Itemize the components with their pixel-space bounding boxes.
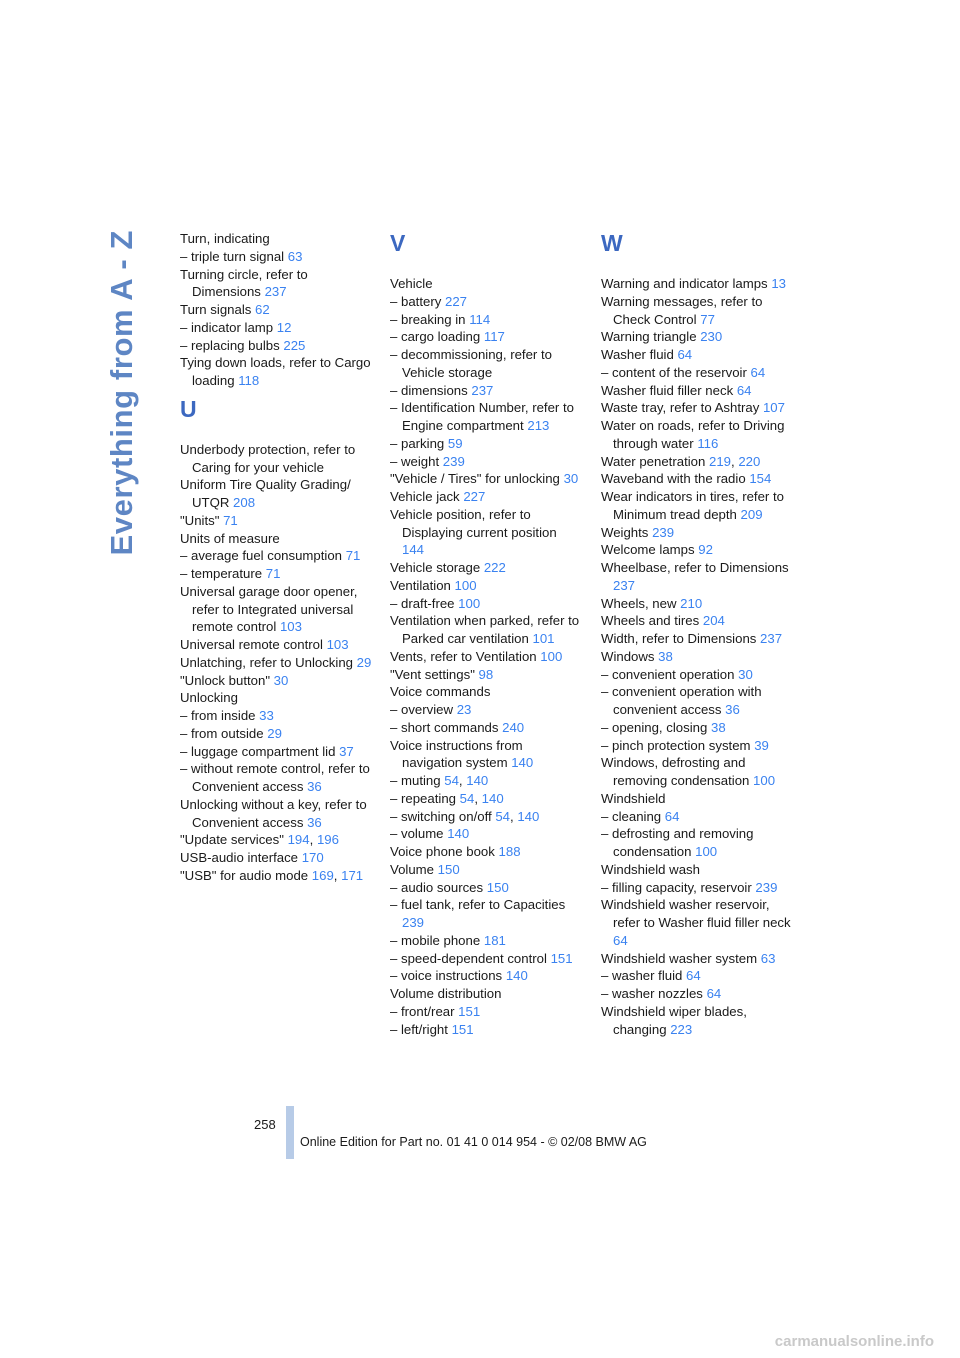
page-reference-link[interactable]: 227 bbox=[444, 293, 467, 309]
index-entry bbox=[180, 565, 372, 583]
page-reference-link[interactable]: 100 bbox=[753, 773, 776, 788]
index-entry-text: Warning messages, refer to Check Control bbox=[601, 293, 763, 327]
page-reference-link[interactable]: 116 bbox=[697, 435, 719, 451]
page-reference-link[interactable]: 118 bbox=[238, 373, 260, 388]
index-entry bbox=[601, 808, 793, 826]
index-entry-text: – cargo loading bbox=[390, 329, 484, 345]
page-reference-link[interactable]: 154 bbox=[749, 471, 772, 487]
index-entry bbox=[601, 470, 793, 488]
index-column-1 bbox=[180, 230, 372, 885]
page-reference-link[interactable]: 181 bbox=[483, 932, 506, 948]
footer-edition-text: Online Edition for Part no. 01 41 0 014 954 - © 02/08 BMW AG bbox=[300, 1135, 647, 1149]
index-entry-text: – replacing bulbs bbox=[180, 337, 284, 353]
page-reference-link[interactable]: 54 bbox=[459, 790, 475, 806]
index-entry bbox=[390, 950, 582, 968]
index-entry bbox=[390, 825, 582, 843]
index-column-3 bbox=[601, 230, 793, 1038]
index-entry-text: – repeating bbox=[390, 790, 460, 806]
index-entry bbox=[601, 453, 793, 471]
index-entry bbox=[601, 275, 793, 293]
index-entry-text: Vehicle storage bbox=[390, 560, 484, 575]
index-entry bbox=[180, 476, 372, 512]
page-reference-link[interactable]: 210 bbox=[680, 595, 703, 611]
index-entry-text: Windshield washer reservoir, refer to Washer fluid filler neck bbox=[601, 897, 791, 930]
index-entry bbox=[180, 707, 372, 725]
page-separator: , bbox=[731, 453, 739, 469]
index-letter-heading: U bbox=[180, 395, 197, 422]
index-entry-text: Underbody protection, refer to Caring for your vehicle bbox=[180, 441, 356, 475]
index-entry-text: – opening, closing bbox=[601, 719, 711, 735]
index-entry bbox=[601, 950, 793, 968]
index-entry bbox=[180, 354, 372, 390]
index-entry-text: Vehicle position, refer to Displaying current position bbox=[390, 506, 557, 540]
index-entry bbox=[601, 967, 793, 985]
page-reference-link[interactable]: 100 bbox=[454, 577, 477, 593]
index-entry-text: Voice phone book bbox=[390, 844, 499, 859]
index-entry-text: – dimensions bbox=[390, 382, 472, 398]
index-entry-text: Weights bbox=[601, 524, 653, 540]
index-entry-text: – speed-dependent control bbox=[390, 950, 551, 966]
page-reference-link[interactable]: 140 bbox=[511, 755, 534, 771]
index-entry bbox=[601, 630, 793, 648]
index-entry bbox=[180, 831, 372, 849]
index-entry-text: Turn, indicating bbox=[180, 231, 270, 246]
index-entry bbox=[180, 672, 372, 690]
index-entry-text: – convenient operation with convenient access bbox=[601, 684, 762, 717]
index-entry bbox=[180, 547, 372, 565]
index-entry-text: – average fuel consumption bbox=[180, 548, 346, 564]
index-entry-text: – mobile phone bbox=[390, 932, 484, 948]
index-entry bbox=[390, 737, 582, 773]
page-reference-link[interactable]: 239 bbox=[755, 879, 778, 895]
index-entry-text: – cleaning bbox=[601, 808, 665, 824]
index-entry bbox=[390, 328, 582, 346]
index-entry bbox=[390, 399, 582, 435]
page-reference-link[interactable]: 237 bbox=[760, 631, 783, 646]
page-reference-link[interactable]: 39 bbox=[754, 737, 769, 753]
index-entry bbox=[180, 441, 372, 477]
index-entry-text: Waveband with the radio bbox=[601, 471, 750, 487]
index-entry bbox=[601, 488, 793, 524]
page-reference-link[interactable]: 54 bbox=[495, 808, 510, 824]
index-entry-text: Vehicle bbox=[390, 276, 433, 291]
index-entry-text: Windows bbox=[601, 648, 659, 664]
index-entry-text: Unlatching, refer to Unlocking bbox=[180, 654, 357, 670]
index-entry-text: Waste tray, refer to Ashtray bbox=[601, 400, 763, 416]
page-reference-link[interactable]: 140 bbox=[481, 790, 504, 806]
index-entry-text: Tying down loads, refer to Cargo loading bbox=[180, 355, 371, 388]
index-entry bbox=[601, 719, 793, 737]
index-entry bbox=[180, 230, 372, 248]
index-entry-text: – temperature bbox=[180, 566, 266, 581]
page-reference-link[interactable]: 54 bbox=[444, 773, 459, 788]
index-entry-text: – front/rear bbox=[390, 1003, 459, 1019]
index-entry-text: Wear indicators in tires, refer to Minimum tread depth bbox=[601, 489, 784, 522]
page-separator: , bbox=[333, 867, 342, 883]
page-reference-link[interactable]: 140 bbox=[466, 773, 489, 788]
page-reference-link[interactable]: 33 bbox=[259, 708, 274, 723]
page-reference-link[interactable]: 100 bbox=[540, 648, 563, 664]
index-entry-text: Washer fluid bbox=[601, 347, 678, 362]
index-entry-text: Windshield wiper blades, changing bbox=[601, 1003, 747, 1037]
index-entry bbox=[601, 595, 793, 613]
index-entry bbox=[390, 683, 582, 701]
index-entry bbox=[180, 319, 372, 337]
index-entry-text: – triple turn signal bbox=[180, 248, 288, 264]
page-reference-link[interactable]: 64 bbox=[677, 347, 693, 362]
index-entry-text: – pinch protection system bbox=[601, 737, 755, 753]
index-entry-text: Width, refer to Dimensions bbox=[601, 631, 761, 646]
index-entry-text: – volume bbox=[390, 826, 448, 842]
watermark: carmanualsonline.info bbox=[774, 1333, 934, 1350]
page-separator: , bbox=[458, 773, 467, 788]
index-entry-text: USB-audio interface bbox=[180, 850, 302, 865]
index-entry bbox=[180, 301, 372, 319]
index-entry-text: – draft-free bbox=[390, 595, 459, 611]
index-entry-text: Washer fluid filler neck bbox=[601, 382, 737, 398]
index-entry-text: – from inside bbox=[180, 708, 260, 723]
index-entry-text: Windshield wash bbox=[601, 861, 700, 877]
index-entry bbox=[180, 583, 372, 636]
index-entry-text: – switching on/off bbox=[390, 808, 496, 824]
index-entry-text: Volume bbox=[390, 861, 438, 877]
index-entry-text: – muting bbox=[390, 773, 445, 788]
index-entry-text: Universal garage door opener, refer to Integrated universal remote control bbox=[180, 583, 358, 635]
index-entry-text: Windshield washer system bbox=[601, 950, 761, 966]
page-reference-link[interactable]: 30 bbox=[563, 471, 579, 487]
page-separator: , bbox=[474, 790, 482, 806]
index-entry bbox=[601, 666, 793, 684]
index-entry-text: Voice commands bbox=[390, 684, 491, 700]
index-entry-text: – left/right bbox=[390, 1021, 452, 1037]
page-reference-link[interactable]: 151 bbox=[550, 950, 573, 966]
index-entry bbox=[601, 293, 793, 329]
index-entry-text: "USB" for audio mode bbox=[180, 867, 312, 883]
page-reference-link[interactable]: 107 bbox=[762, 400, 785, 416]
index-entry bbox=[601, 648, 793, 666]
page-reference-link[interactable]: 30 bbox=[273, 672, 289, 688]
index-entry bbox=[390, 719, 582, 737]
page-separator: , bbox=[510, 808, 518, 824]
page-reference-link[interactable]: 196 bbox=[316, 832, 339, 848]
index-entry-text: "Vent settings" bbox=[390, 666, 479, 682]
index-entry bbox=[601, 399, 793, 417]
index-entry bbox=[180, 796, 372, 832]
index-entry bbox=[601, 328, 793, 346]
page-reference-link[interactable]: 63 bbox=[287, 248, 303, 264]
page-reference-link[interactable]: 77 bbox=[700, 311, 715, 327]
index-letter-heading: V bbox=[390, 230, 406, 256]
index-entry-text: Warning triangle bbox=[601, 329, 701, 345]
index-entry-text: Windshield bbox=[601, 790, 666, 806]
index-entry bbox=[390, 435, 582, 453]
index-entry-text: – parking bbox=[390, 435, 448, 451]
index-entry bbox=[180, 266, 372, 302]
page-reference-link[interactable]: 225 bbox=[283, 337, 306, 353]
page-reference-link[interactable]: 64 bbox=[613, 932, 628, 948]
page-reference-link[interactable]: 237 bbox=[471, 382, 494, 398]
page-reference-link[interactable]: 92 bbox=[698, 542, 713, 558]
page-reference-link[interactable]: 219 bbox=[709, 453, 732, 469]
index-entry-text: – audio sources bbox=[390, 879, 487, 895]
page-reference-link[interactable]: 140 bbox=[517, 808, 540, 824]
index-entry-text: "Vehicle / Tires" for unlocking bbox=[390, 471, 564, 487]
page-reference-link[interactable]: 101 bbox=[532, 631, 555, 646]
index-entry bbox=[180, 248, 372, 266]
side-section-title: Everything from A - Z bbox=[104, 230, 139, 556]
index-entry bbox=[601, 524, 793, 542]
index-entry-text: – defrosting and removing condensation bbox=[601, 826, 754, 859]
index-entry bbox=[180, 725, 372, 743]
index-entry-text: Unlocking without a key, refer to Convenient access bbox=[180, 796, 367, 830]
index-entry bbox=[390, 808, 582, 826]
index-entry bbox=[390, 790, 582, 808]
index-entry bbox=[601, 754, 793, 790]
page-reference-link[interactable]: 36 bbox=[307, 814, 322, 830]
page-reference-link[interactable]: 103 bbox=[279, 619, 302, 635]
index-entry-text: – filling capacity, reservoir bbox=[601, 879, 756, 895]
page-reference-link[interactable]: 140 bbox=[447, 826, 470, 842]
page-reference-link[interactable]: 150 bbox=[437, 861, 460, 877]
index-entry bbox=[390, 453, 582, 471]
page-reference-link[interactable]: 100 bbox=[695, 844, 718, 859]
page-reference-link[interactable]: 71 bbox=[223, 512, 238, 528]
page-reference-link[interactable]: 36 bbox=[307, 779, 322, 794]
page-reference-link[interactable]: 237 bbox=[613, 577, 636, 593]
page-reference-link[interactable]: 64 bbox=[750, 364, 766, 380]
index-entry bbox=[390, 506, 582, 559]
index-entry bbox=[390, 612, 582, 648]
page-reference-link[interactable]: 98 bbox=[478, 666, 494, 682]
page-reference-link[interactable]: 240 bbox=[502, 719, 525, 735]
index-entry-text: – voice instructions bbox=[390, 968, 506, 984]
index-entry bbox=[390, 1003, 582, 1021]
index-entry-text: – breaking in bbox=[390, 311, 470, 327]
index-entry bbox=[601, 346, 793, 364]
page-reference-link[interactable]: 64 bbox=[686, 968, 701, 984]
page-reference-link[interactable]: 227 bbox=[463, 489, 486, 504]
index-entry bbox=[601, 541, 793, 559]
page-reference-link[interactable]: 171 bbox=[341, 867, 364, 883]
index-entry bbox=[601, 861, 793, 879]
page-reference-link[interactable]: 150 bbox=[486, 879, 509, 895]
page-reference-link[interactable]: 230 bbox=[700, 329, 723, 345]
index-entry bbox=[390, 648, 582, 666]
index-entry-text: Vehicle jack bbox=[390, 489, 464, 504]
page-reference-link[interactable]: 209 bbox=[740, 506, 763, 522]
page-reference-link[interactable]: 63 bbox=[760, 950, 776, 966]
index-entry-text: "Units" bbox=[180, 512, 224, 528]
index-entry bbox=[390, 293, 582, 311]
index-entry bbox=[601, 683, 793, 719]
page-reference-link[interactable]: 114 bbox=[469, 311, 491, 327]
page-reference-link[interactable]: 208 bbox=[233, 495, 256, 510]
index-entry-text: Wheelbase, refer to Dimensions bbox=[601, 560, 789, 575]
index-entry-text: Welcome lamps bbox=[601, 542, 699, 558]
index-entry-text: – washer nozzles bbox=[601, 986, 707, 1001]
index-entry bbox=[601, 737, 793, 755]
page-reference-link[interactable]: 71 bbox=[345, 548, 361, 564]
index-entry-text: Voice instructions from navigation system bbox=[390, 737, 523, 771]
page-reference-link[interactable]: 117 bbox=[483, 329, 505, 345]
page-reference-link[interactable]: 151 bbox=[451, 1021, 474, 1037]
page-reference-link[interactable]: 13 bbox=[771, 276, 786, 291]
index-entry-text: – overview bbox=[390, 702, 457, 717]
index-entry bbox=[390, 595, 582, 613]
page-reference-link[interactable]: 64 bbox=[736, 382, 752, 398]
index-entry bbox=[180, 512, 372, 530]
index-entry bbox=[601, 790, 793, 808]
index-entry-text: – indicator lamp bbox=[180, 319, 277, 335]
index-entry bbox=[180, 867, 372, 885]
index-entry bbox=[390, 701, 582, 719]
index-entry-text: Wheels, new bbox=[601, 595, 681, 611]
index-entry bbox=[390, 896, 582, 932]
index-entry-text: – washer fluid bbox=[601, 968, 687, 984]
index-entry-text: Ventilation bbox=[390, 577, 455, 593]
page-reference-link[interactable]: 59 bbox=[447, 435, 463, 451]
page-reference-link[interactable]: 223 bbox=[670, 1021, 693, 1037]
page-reference-link[interactable]: 220 bbox=[738, 453, 761, 469]
index-entry bbox=[390, 879, 582, 897]
page-reference-link[interactable]: 100 bbox=[458, 595, 481, 611]
index-entry-text: – from outside bbox=[180, 725, 268, 741]
index-entry bbox=[390, 1021, 582, 1039]
page-reference-link[interactable]: 194 bbox=[287, 832, 310, 848]
page-reference-link[interactable]: 222 bbox=[483, 560, 506, 575]
index-entry bbox=[390, 275, 582, 293]
index-entry-text: Windows, defrosting and removing condensation bbox=[601, 755, 754, 788]
index-entry bbox=[180, 654, 372, 672]
page-reference-link[interactable]: 239 bbox=[442, 453, 465, 469]
index-entry bbox=[390, 488, 582, 506]
index-entry-text: Unlocking bbox=[180, 690, 238, 706]
index-entry-text: – content of the reservoir bbox=[601, 364, 751, 380]
index-entry bbox=[390, 346, 582, 382]
index-entry-text: – weight bbox=[390, 453, 443, 469]
page-reference-link[interactable]: 144 bbox=[402, 542, 425, 558]
index-entry bbox=[601, 417, 793, 453]
index-entry-text: Wheels and tires bbox=[601, 613, 703, 629]
index-entry bbox=[601, 879, 793, 897]
index-entry bbox=[180, 743, 372, 761]
index-entry bbox=[601, 1003, 793, 1039]
index-entry bbox=[180, 337, 372, 355]
index-entry bbox=[390, 382, 582, 400]
index-entry-text: – Identification Number, refer to Engine compartment bbox=[390, 400, 574, 433]
page-reference-link[interactable]: 239 bbox=[652, 524, 675, 540]
index-entry-text: Volume distribution bbox=[390, 986, 502, 1001]
page-reference-link[interactable]: 71 bbox=[265, 566, 281, 581]
index-entry-text: Universal remote control bbox=[180, 637, 327, 652]
page-reference-link[interactable]: 62 bbox=[255, 302, 270, 317]
index-entry-text: Turning circle, refer to Dimensions bbox=[180, 266, 308, 300]
page-reference-link[interactable]: 38 bbox=[658, 648, 673, 664]
index-entry bbox=[601, 612, 793, 630]
index-entry bbox=[390, 559, 582, 577]
index-entry-text: Vents, refer to Ventilation bbox=[390, 648, 541, 664]
index-entry-text: Ventilation when parked, refer to Parked car ventilation bbox=[390, 613, 580, 646]
index-entry bbox=[180, 689, 372, 707]
index-entry bbox=[180, 636, 372, 654]
page-reference-link[interactable]: 36 bbox=[725, 702, 740, 717]
index-entry-text: – fuel tank, refer to Capacities bbox=[390, 897, 566, 913]
page-number: 258 bbox=[254, 1117, 276, 1132]
index-letter-heading: W bbox=[601, 230, 623, 256]
page-reference-link[interactable]: 140 bbox=[505, 968, 528, 984]
index-entry bbox=[390, 985, 582, 1003]
page-reference-link[interactable]: 23 bbox=[456, 702, 472, 717]
index-entry-text: Units of measure bbox=[180, 530, 280, 546]
index-entry bbox=[601, 559, 793, 595]
index-entry bbox=[601, 364, 793, 382]
index-entry bbox=[390, 666, 582, 684]
page-reference-link[interactable]: 188 bbox=[498, 844, 521, 859]
page-reference-link[interactable]: 170 bbox=[301, 850, 324, 865]
index-entry-text: Water penetration bbox=[601, 453, 709, 469]
index-entry bbox=[601, 382, 793, 400]
index-entry-text: "Unlock button" bbox=[180, 672, 274, 688]
index-entry-text: Water on roads, refer to Driving through water bbox=[601, 418, 785, 451]
index-entry-text: "Update services" bbox=[180, 832, 288, 848]
page-reference-link[interactable]: 64 bbox=[706, 986, 722, 1001]
index-entry bbox=[390, 311, 582, 329]
index-entry-text: – without remote control, refer to Convenient access bbox=[180, 761, 370, 794]
page-reference-link[interactable]: 151 bbox=[458, 1003, 481, 1019]
page-reference-link[interactable]: 213 bbox=[527, 418, 550, 433]
page-reference-link[interactable]: 169 bbox=[311, 867, 334, 883]
index-entry-text: – decommissioning, refer to Vehicle storage bbox=[390, 347, 552, 380]
index-column-2 bbox=[390, 230, 582, 1038]
index-entry bbox=[390, 843, 582, 861]
page-reference-link[interactable]: 204 bbox=[702, 613, 725, 629]
index-entry bbox=[180, 849, 372, 867]
page-reference-link[interactable]: 239 bbox=[402, 915, 425, 930]
index-entry-text: Warning and indicator lamps bbox=[601, 276, 772, 291]
page-separator: , bbox=[309, 832, 317, 848]
page-reference-link[interactable]: 37 bbox=[339, 743, 354, 759]
index-entry-text: – short commands bbox=[390, 719, 503, 735]
index-entry bbox=[390, 772, 582, 790]
index-entry bbox=[601, 896, 793, 949]
index-entry bbox=[390, 967, 582, 985]
index-entry bbox=[601, 985, 793, 1003]
index-entry bbox=[390, 470, 582, 488]
page-reference-link[interactable]: 237 bbox=[264, 284, 287, 300]
index-entry bbox=[390, 861, 582, 879]
index-entry bbox=[601, 825, 793, 861]
index-entry-text: – battery bbox=[390, 293, 445, 309]
index-entry-text: – convenient operation bbox=[601, 666, 739, 682]
index-entry bbox=[180, 760, 372, 796]
page-reference-link[interactable]: 12 bbox=[276, 319, 292, 335]
index-entry bbox=[390, 577, 582, 595]
page-reference-link[interactable]: 103 bbox=[326, 637, 349, 652]
index-entry bbox=[390, 932, 582, 950]
page-reference-link[interactable]: 30 bbox=[738, 666, 753, 682]
page-reference-link[interactable]: 38 bbox=[710, 719, 726, 735]
page-reference-link[interactable]: 29 bbox=[356, 654, 372, 670]
index-entry bbox=[180, 530, 372, 548]
index-entry-text: Uniform Tire Quality Grading/ UTQR bbox=[180, 477, 351, 510]
index-entry-text: – luggage compartment lid bbox=[180, 743, 340, 759]
page-reference-link[interactable]: 29 bbox=[267, 725, 282, 741]
page-reference-link[interactable]: 64 bbox=[664, 808, 680, 824]
footer-accent-bar bbox=[286, 1106, 294, 1159]
index-entry-text: Turn signals bbox=[180, 302, 256, 317]
